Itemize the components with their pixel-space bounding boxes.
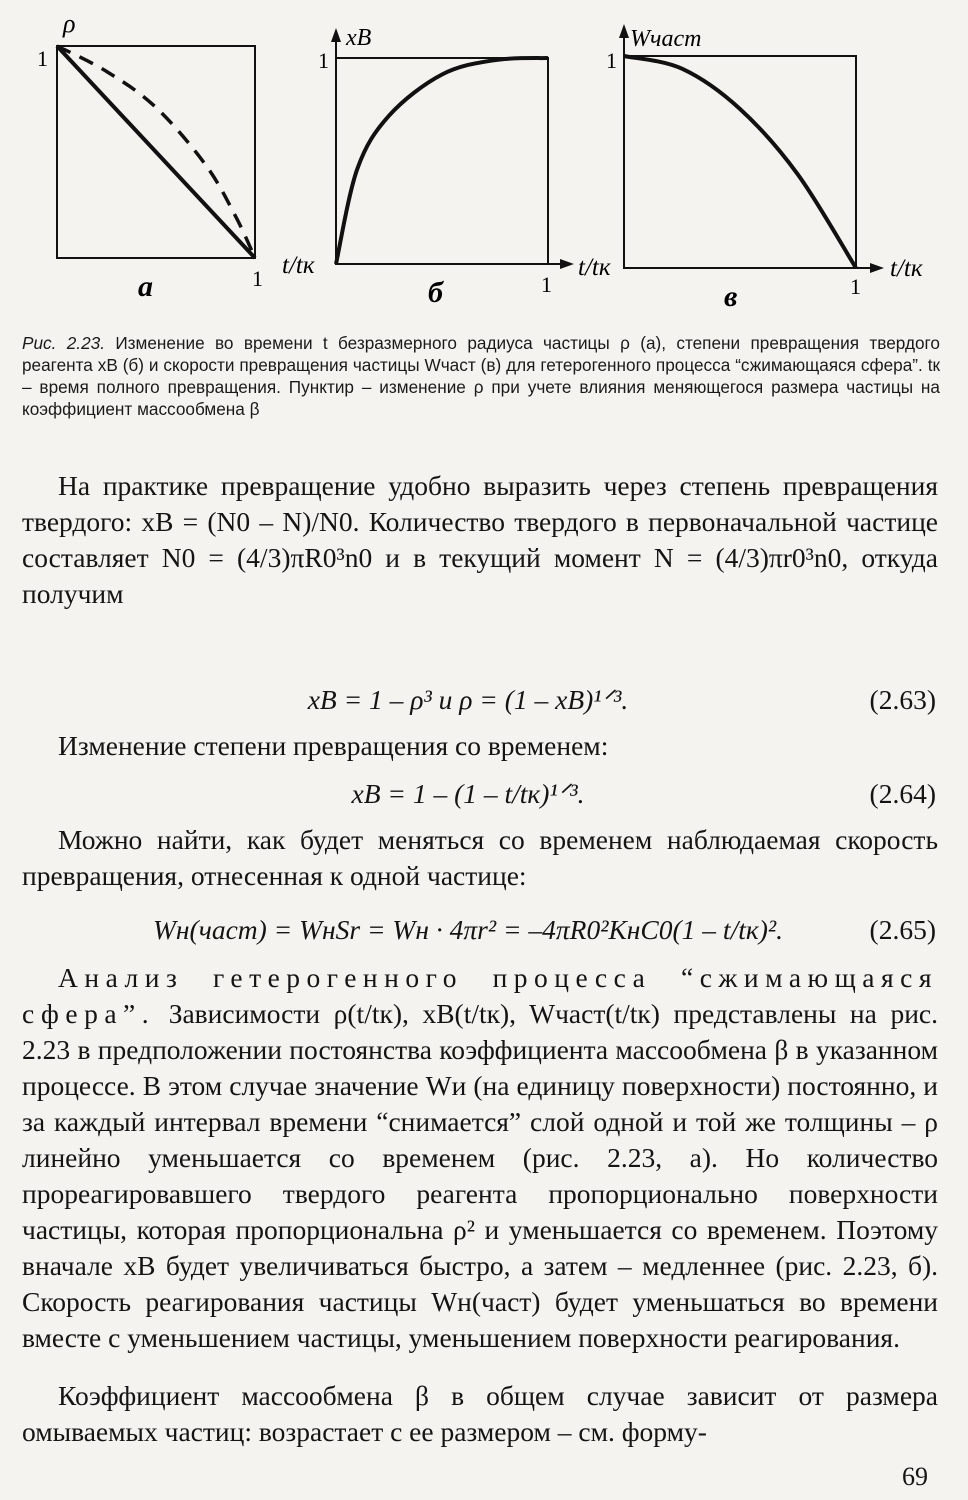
figure-caption — [22, 332, 940, 420]
panel-b-yaxis-arrowhead — [331, 28, 341, 42]
panel-c-xtick: 1 — [850, 274, 861, 299]
panel-b-ytick: 1 — [318, 48, 329, 73]
caption-text: Изменение во времени t безразмерного радиуса частицы ρ (а), степени превращения твердого реагента xB (б) и скорости превращения частицы Wчаст (в) для гетерогенного процесса “сжимающаяся сфера”. tк – время полного превращения. Пунктир – изменение ρ при учете влияния меняющегося размера частицы на коэффициент массообмена β — [22, 333, 940, 419]
paragraph-4 — [22, 960, 938, 1356]
panel-a-xlabel: t/tк — [282, 252, 315, 279]
panel-a-series-0 — [57, 46, 255, 258]
panel-a-ytick: 1 — [37, 46, 48, 71]
panel-c-xlabel: t/tк — [890, 255, 923, 282]
equation-2-64-formula: xB = 1 – (1 – t/tк)¹ᐟ³. — [351, 778, 585, 809]
section-heading-spaced: Анализ гетерогенного процесса “сжимающаяся сфера”. — [22, 962, 938, 1029]
panel-c-xaxis-arrowhead — [870, 263, 884, 273]
panel-b-ylabel: xB — [346, 25, 372, 51]
panel-b-frame — [336, 58, 548, 264]
panel-c-ytick: 1 — [606, 48, 617, 73]
panel-b-xaxis-arrowhead — [560, 259, 574, 269]
paragraph-4-text: Зависимости ρ(t/tк), xB(t/tк), Wчаст(t/tк) представлены на рис. 2.23 в предположении постоянства коэффициента массообмена β в указанном процессе. В этом случае значение Wи (на единицу поверхности) постоянно, и за каждый интервал времени “снимается” слой одной и той же толщины – ρ линейно уменьшается со временем (рис. 2.23, а). Но количество прореагировавшего твердого реагента пропорционально поверхности частицы, которая пропорциональна ρ² и уменьшается со временем. Поэтому вначале xB будет увеличиваться быстро, а затем – медленнее (рис. 2.23, б). Скорость реагирования частицы Wн(част) будет уменьшаться во времени вместе с уменьшением частицы, уменьшением поверхности реагирования. — [22, 998, 938, 1353]
panel-a-ylabel: ρ — [63, 9, 76, 38]
panel-a-xtick: 1 — [252, 266, 263, 291]
panel-c-series-0 — [624, 56, 856, 268]
equation-2-64 — [0, 774, 936, 814]
equation-2-63-formula: xB = 1 – ρ³ и ρ = (1 – xB)¹ᐟ³. — [307, 684, 629, 715]
paragraph-1: На практике превращение удобно выразить через степень превращения твердого: xB = (N0 – N)/N0. Количество твердого в первоначальной частице составляет N0 = (4/3)πR0³n0 и в текущий момент N = (4/3)πr0³n0, откуда получим — [22, 470, 938, 609]
equation-2-64-number: (2.64) — [869, 778, 936, 809]
equation-2-63 — [0, 680, 936, 720]
panel-b-series-0 — [336, 58, 548, 264]
panel-b-xlabel: t/tк — [578, 254, 611, 281]
figure-2-23 — [0, 0, 968, 320]
panel-c — [606, 24, 923, 313]
panel-b-letter: б — [428, 276, 443, 309]
panel-c-ylabel: Wчаст — [630, 26, 702, 52]
equation-2-65-number: (2.65) — [869, 914, 936, 945]
equation-2-63-number: (2.63) — [869, 684, 936, 715]
panel-c-yaxis-arrowhead — [619, 24, 629, 38]
paragraph-2: Изменение степени превращения со временем: — [58, 730, 609, 761]
paragraph-5: Коэффициент массообмена β в общем случае зависит от размера омываемых частиц: возрастает с ее размером – см. форму- — [22, 1380, 938, 1447]
panel-a — [37, 9, 315, 303]
panel-c-frame — [624, 56, 856, 268]
equation-2-65-formula: Wн(част) = WнSr = Wн · 4πr² = –4πR0²KнC0(1 – t/tк)². — [153, 914, 783, 945]
panel-b-xtick: 1 — [541, 272, 552, 297]
panel-c-letter: в — [724, 280, 738, 313]
page-number: 69 — [902, 1462, 928, 1491]
caption-lead: Рис. 2.23. — [22, 333, 105, 353]
panel-a-letter: а — [138, 270, 153, 303]
panel-b — [318, 25, 611, 309]
equation-2-65 — [0, 910, 936, 950]
figure-panels — [0, 0, 968, 320]
paragraph-3: Можно найти, как будет меняться со временем наблюдаемая скорость превращения, отнесенная к одной частице: — [22, 824, 938, 891]
